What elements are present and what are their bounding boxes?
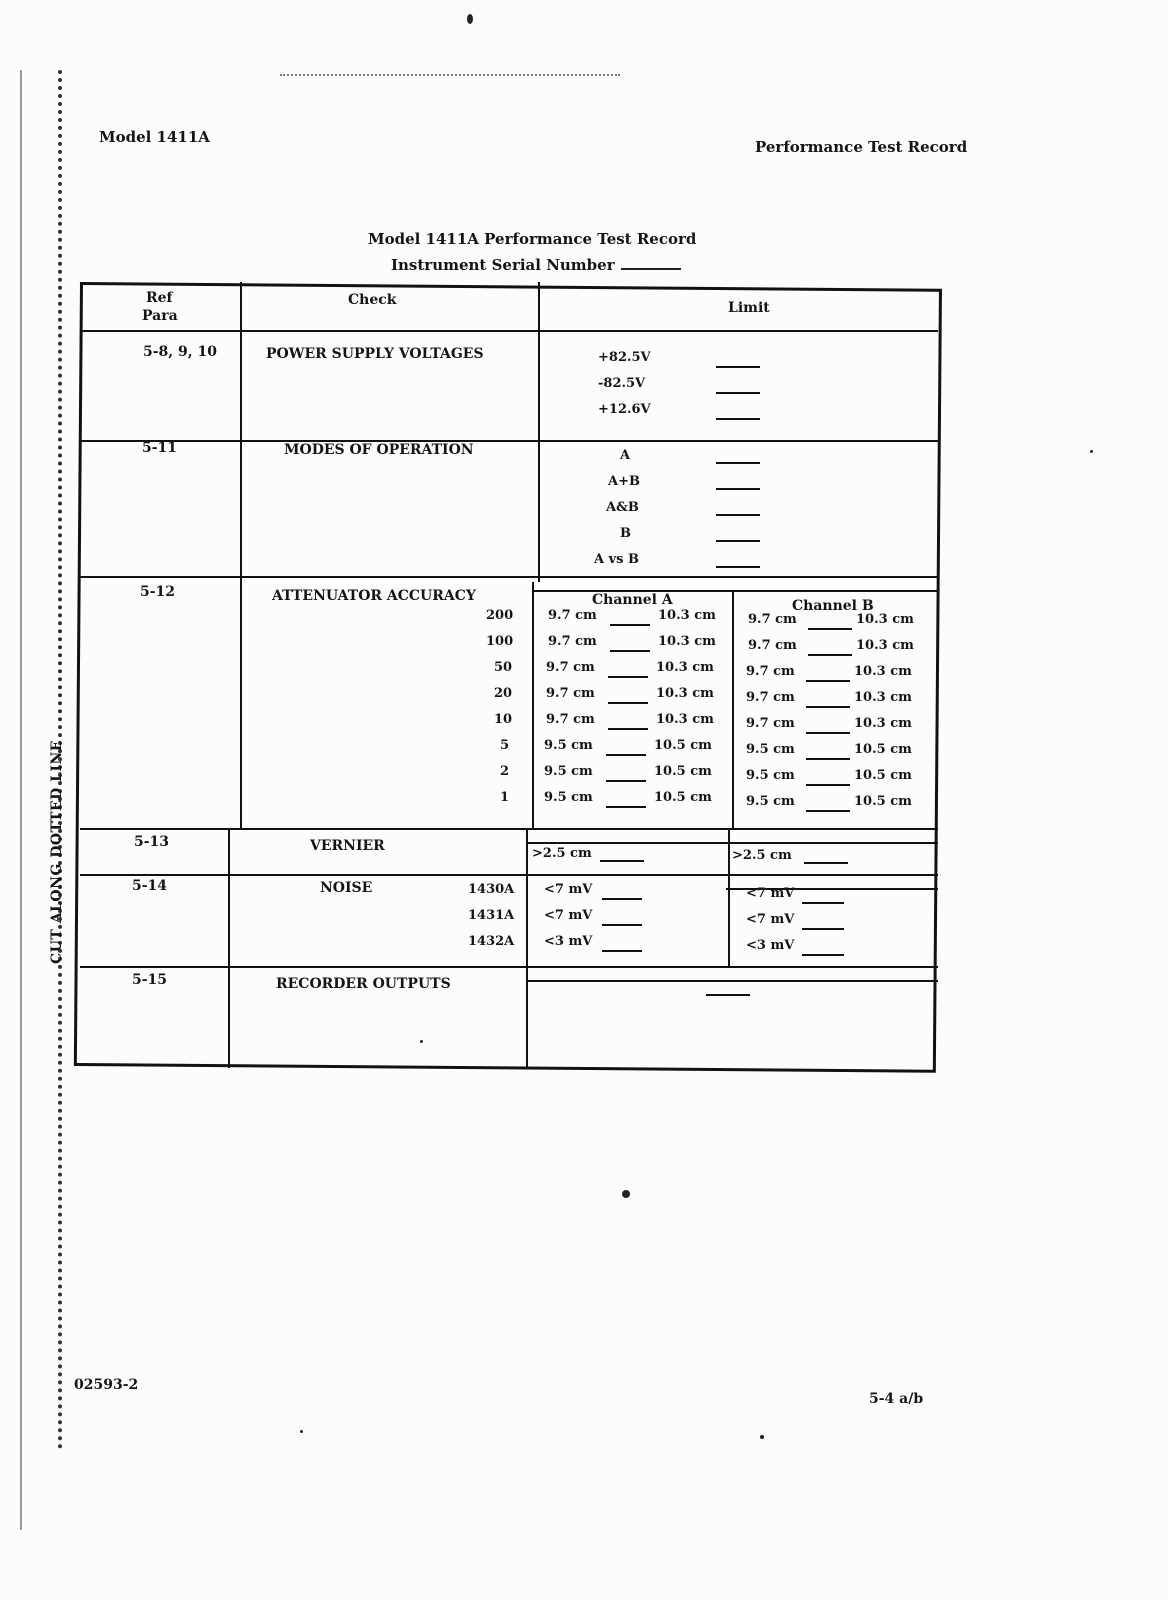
form-title: Model 1411A Performance Test Record <box>368 230 697 248</box>
row-rule-power <box>80 440 938 442</box>
channel-b-low: 9.5 cm <box>746 794 795 809</box>
speck <box>1090 450 1093 453</box>
noise-blank-b[interactable] <box>802 954 844 956</box>
noise-limit-a: <3 mV <box>544 934 593 949</box>
noise-limit-a: <7 mV <box>544 882 593 897</box>
ref-noise: 5-14 <box>132 878 168 894</box>
limit-vernier-b: >2.5 cm <box>732 848 792 863</box>
check-power: POWER SUPPLY VOLTAGES <box>266 346 484 362</box>
noise-model: 1432A <box>468 934 515 949</box>
channel-a-high: 10.5 cm <box>654 790 712 805</box>
attenuator-setting: 1 <box>500 790 510 805</box>
limit-power-3: +12.6V <box>598 402 651 417</box>
limit-power-1: +82.5V <box>598 350 651 365</box>
channel-b-blank[interactable] <box>806 680 850 682</box>
blank-mode-5[interactable] <box>716 566 760 568</box>
channel-b-high: 10.5 cm <box>854 742 912 757</box>
attenuator-setting: 5 <box>500 738 510 753</box>
attenuator-setting: 20 <box>494 686 513 701</box>
blank-mode-3[interactable] <box>716 514 760 516</box>
limit-power-2: -82.5V <box>598 376 646 391</box>
speck <box>300 1430 303 1433</box>
channel-a-low: 9.7 cm <box>546 686 595 701</box>
channel-divider-attenuator <box>732 590 734 828</box>
channel-a-blank[interactable] <box>610 624 650 626</box>
noise-limit-b: <7 mV <box>746 886 795 901</box>
channel-b-blank[interactable] <box>806 732 850 734</box>
limit-mode-a: A <box>620 448 631 463</box>
channel-b-low: 9.5 cm <box>746 742 795 757</box>
col-ref-label: Ref <box>146 290 173 306</box>
channel-b-blank[interactable] <box>806 706 850 708</box>
blank-mode-4[interactable] <box>716 540 760 542</box>
check-vernier: VERNIER <box>310 838 385 854</box>
channel-a-high: 10.3 cm <box>656 686 714 701</box>
channel-a-low: 9.7 cm <box>546 660 595 675</box>
check-modes: MODES OF OPERATION <box>284 442 474 458</box>
noise-blank-b[interactable] <box>802 928 844 930</box>
top-dotted-line <box>280 74 620 76</box>
ref-attenuator: 5-12 <box>140 584 176 600</box>
channel-b-blank[interactable] <box>806 810 850 812</box>
attenuator-setting: 2 <box>500 764 510 779</box>
channel-b-header: Channel B <box>792 598 874 614</box>
channel-a-low: 9.5 cm <box>544 790 593 805</box>
check-col-divider-mid <box>532 582 534 828</box>
channel-a-blank[interactable] <box>606 780 646 782</box>
channel-b-low: 9.7 cm <box>748 638 797 653</box>
ref-power: 5-8, 9, 10 <box>143 344 218 360</box>
speck <box>760 1435 764 1439</box>
noise-blank-a[interactable] <box>602 898 642 900</box>
channel-a-blank[interactable] <box>608 728 648 730</box>
ref-recorder: 5-15 <box>132 972 168 988</box>
speck <box>622 1190 630 1198</box>
col-para-label: Para <box>142 308 178 324</box>
channel-b-high: 10.3 cm <box>856 612 914 627</box>
noise-model: 1430A <box>468 882 515 897</box>
ref-col-divider-upper <box>240 282 242 828</box>
channel-b-low: 9.5 cm <box>746 768 795 783</box>
page-edge-line <box>20 70 22 1530</box>
channel-a-high: 10.3 cm <box>658 608 716 623</box>
blank-vernier-b[interactable] <box>804 862 848 864</box>
row-rule-attenuator <box>80 828 938 830</box>
channel-a-blank[interactable] <box>608 702 648 704</box>
noise-limit-b: <3 mV <box>746 938 795 953</box>
col-check-label: Check <box>348 292 397 308</box>
check-noise: NOISE <box>320 880 373 896</box>
row-rule-modes <box>80 576 938 578</box>
channel-b-low: 9.7 cm <box>746 690 795 705</box>
channel-b-high: 10.5 cm <box>854 768 912 783</box>
channel-b-high: 10.5 cm <box>854 794 912 809</box>
doc-number: 02593-2 <box>74 1377 139 1393</box>
cut-along-label: CUT ALONG DOTTED LINE <box>49 740 65 964</box>
channel-a-low: 9.5 cm <box>544 764 593 779</box>
channel-a-blank[interactable] <box>610 650 650 652</box>
check-col-divider-upper <box>538 282 540 582</box>
channel-b-blank[interactable] <box>806 784 850 786</box>
channel-a-low: 9.7 cm <box>546 712 595 727</box>
check-col-divider-lower <box>526 828 528 1068</box>
serial-number-row <box>391 256 681 274</box>
limit-vernier-a: >2.5 cm <box>532 846 592 861</box>
channel-b-low: 9.7 cm <box>746 664 795 679</box>
channel-a-high: 10.5 cm <box>654 764 712 779</box>
channel-a-low: 9.7 cm <box>548 608 597 623</box>
channel-b-blank[interactable] <box>806 758 850 760</box>
check-attenuator: ATTENUATOR ACCURACY <box>272 588 476 604</box>
channel-a-blank[interactable] <box>606 806 646 808</box>
channel-divider-lower <box>728 828 730 966</box>
check-recorder: RECORDER OUTPUTS <box>276 976 451 992</box>
noise-limit-b: <7 mV <box>746 912 795 927</box>
blank-mode-2[interactable] <box>716 488 760 490</box>
channel-b-blank[interactable] <box>808 654 852 656</box>
channel-a-high: 10.3 cm <box>656 712 714 727</box>
blank-power-3[interactable] <box>716 418 760 420</box>
serial-number-blank <box>621 268 681 270</box>
speck <box>420 1040 423 1043</box>
speck <box>467 14 473 24</box>
limit-mode-aplusb: A+B <box>608 474 640 489</box>
channel-b-low: 9.7 cm <box>746 716 795 731</box>
row-rule-vernier <box>80 874 938 876</box>
noise-blank-a[interactable] <box>602 950 642 952</box>
channel-b-high: 10.3 cm <box>856 638 914 653</box>
channel-a-low: 9.5 cm <box>544 738 593 753</box>
channel-a-high: 10.5 cm <box>654 738 712 753</box>
attenuator-setting: 50 <box>494 660 513 675</box>
channel-a-low: 9.7 cm <box>548 634 597 649</box>
ref-modes: 5-11 <box>142 440 178 456</box>
vernier-inner-rule <box>528 842 938 844</box>
blank-vernier-a[interactable] <box>600 860 644 862</box>
limit-mode-avsb: A vs B <box>594 552 639 567</box>
channel-a-high: 10.3 cm <box>656 660 714 675</box>
col-limit-label: Limit <box>728 300 770 316</box>
blank-recorder[interactable] <box>706 994 750 996</box>
noise-model: 1431A <box>468 908 515 923</box>
channel-b-blank[interactable] <box>808 628 852 630</box>
channel-b-high: 10.3 cm <box>854 690 912 705</box>
header-section: Performance Test Record <box>755 138 968 156</box>
channel-a-header: Channel A <box>592 592 673 608</box>
noise-blank-a[interactable] <box>602 924 642 926</box>
noise-limit-a: <7 mV <box>544 908 593 923</box>
row-rule-noise <box>80 966 938 968</box>
recorder-inner-rule <box>526 980 938 982</box>
noise-blank-b[interactable] <box>802 902 844 904</box>
blank-mode-1[interactable] <box>716 462 760 464</box>
page-number: 5-4 a/b <box>869 1391 924 1407</box>
limit-mode-aandb: A&B <box>606 500 639 515</box>
header-model: Model 1411A <box>99 128 210 146</box>
attenuator-setting: 100 <box>486 634 514 649</box>
performance-test-table <box>80 282 940 1072</box>
serial-number-label: Instrument Serial Number <box>391 256 615 274</box>
limit-mode-b: B <box>620 526 631 541</box>
blank-power-1[interactable] <box>716 366 760 368</box>
header-rule <box>80 330 938 332</box>
channel-a-high: 10.3 cm <box>658 634 716 649</box>
blank-power-2[interactable] <box>716 392 760 394</box>
channel-b-low: 9.7 cm <box>748 612 797 627</box>
channel-b-high: 10.3 cm <box>854 716 912 731</box>
channel-a-blank[interactable] <box>606 754 646 756</box>
attenuator-setting: 10 <box>494 712 513 727</box>
channel-a-blank[interactable] <box>608 676 648 678</box>
channel-b-high: 10.3 cm <box>854 664 912 679</box>
attenuator-setting: 200 <box>486 608 514 623</box>
ref-col-divider-lower <box>228 828 230 1068</box>
ref-vernier: 5-13 <box>134 834 170 850</box>
